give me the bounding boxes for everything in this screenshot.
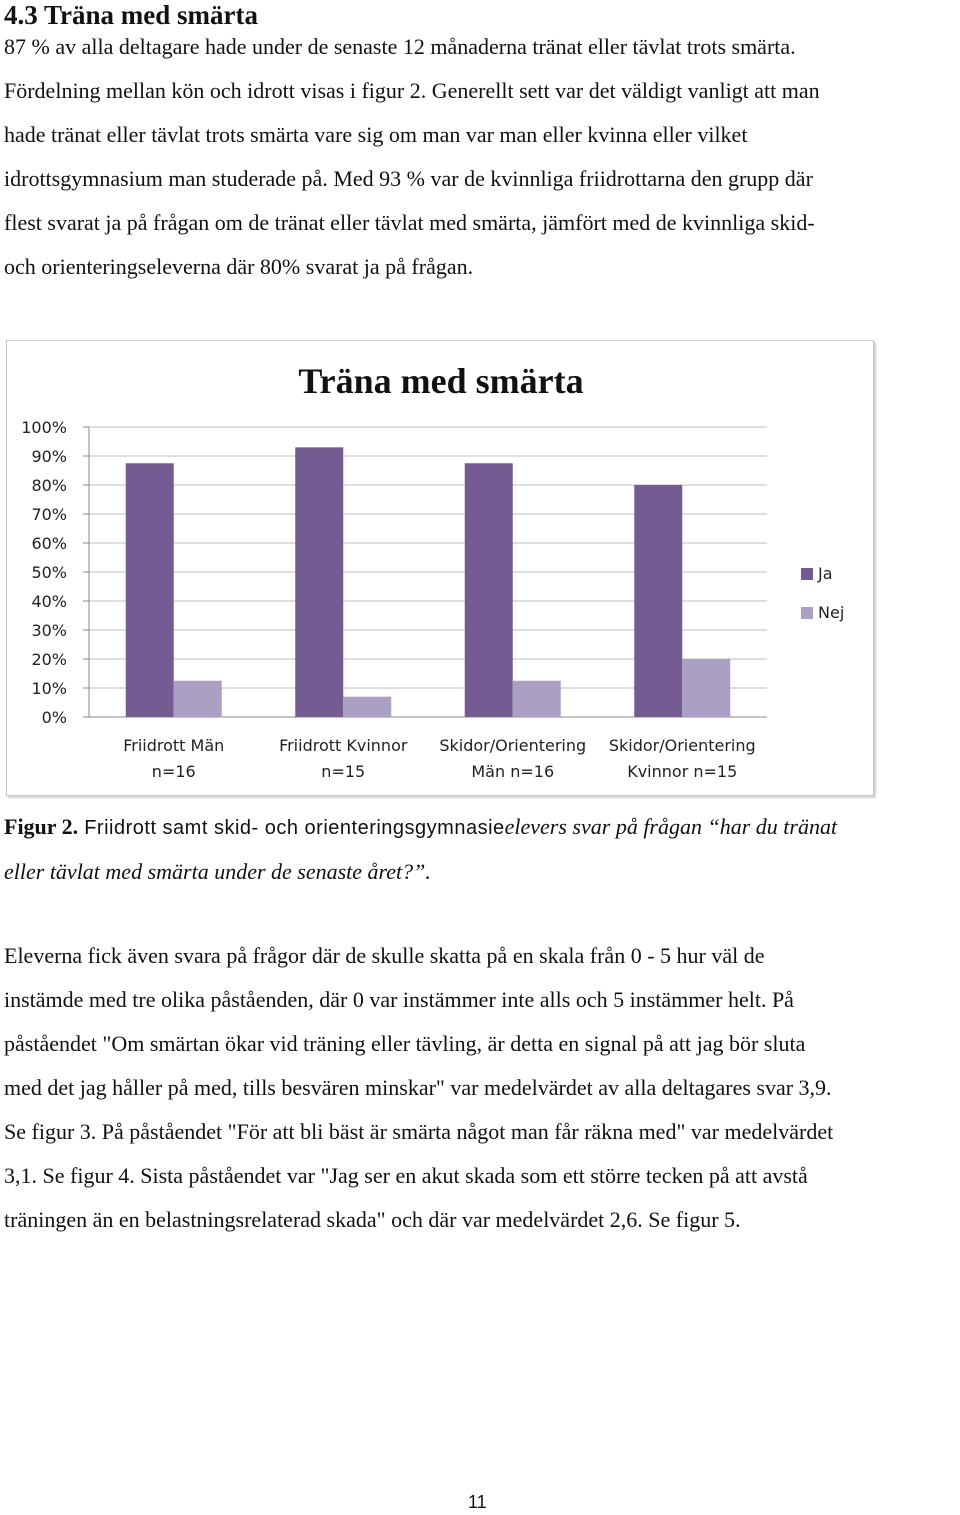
x-category-label: Män n=16 [471,762,555,781]
y-tick-label: 90% [31,447,67,466]
y-tick-label: 0% [41,708,67,727]
bar-nej-2 [343,697,391,717]
legend-label-ja: Ja [818,564,833,583]
y-tick-label: 20% [31,650,67,669]
paragraph-line: 87 % av alla deltagare hade under de senaste 12 månaderna tränat eller tävlat trots smärta. [4,34,796,59]
paragraph-ratings [4,934,959,1242]
bar-chart [7,341,873,795]
bar-ja-1 [126,463,174,717]
chart-title: Träna med smärta [298,361,584,401]
x-category-label: Friidrott Kvinnor [279,736,408,755]
caption-italic-text: elevers svar på frågan “har du tränat [504,814,838,839]
paragraph-line: Eleverna fick även svara på frågor där de skulle skatta på en skala från 0 - 5 hur väl de [4,943,765,968]
paragraph-line: med det jag håller på med, tills besvären minskar" var medelvärdet av alla deltagares svar 3,9. [4,1075,832,1100]
caption-text: Friidrott samt skid- och orienteringsgymnasie [78,817,505,839]
bar-nej-4 [682,659,730,717]
y-tick-label: 60% [31,534,67,553]
legend-swatch-ja [801,568,813,580]
chart-frame [6,340,874,796]
legend-label-nej: Nej [818,603,845,622]
figure-caption [4,805,959,894]
x-category-label: Friidrott Män [123,736,225,755]
y-tick-label: 50% [31,563,67,582]
paragraph-line: hade tränat eller tävlat trots smärta vare sig om man var man eller kvinna eller vilket [4,122,748,147]
caption-italic-text: eller tävlat med smärta under de senaste året?”. [4,859,431,884]
paragraph-line: och orienteringseleverna där 80% svarat ja på frågan. [4,254,474,279]
paragraph-line: Se figur 3. På påståendet "För att bli bäst är smärta något man får räkna med" var medelvärdet [4,1119,834,1144]
paragraph-intro [4,25,959,289]
y-tick-label: 30% [31,621,67,640]
bar-ja-2 [295,447,343,717]
section-heading: 4.3 Träna med smärta [4,0,258,30]
paragraph-line: idrottsgymnasium man studerade på. Med 93 % var de kvinnliga friidrottarna den grupp där [4,166,813,191]
caption-label: Figur 2. [4,814,79,839]
y-tick-label: 40% [31,592,67,611]
x-category-label: Kvinnor n=15 [627,762,738,781]
y-tick-label: 100% [21,418,67,437]
page-number: 11 [468,1492,487,1512]
paragraph-line: träningen än en belastningsrelaterad skada" och där var medelvärdet 2,6. Se figur 5. [4,1207,741,1232]
paragraph-line: instämde med tre olika påståenden, där 0 var instämmer inte alls och 5 instämmer helt. På [4,987,794,1012]
y-tick-label: 70% [31,505,67,524]
paragraph-line: påståendet "Om smärtan ökar vid träning eller tävling, är detta en signal på att jag bör sluta [4,1031,806,1056]
paragraph-line: 3,1. Se figur 4. Sista påståendet var "Jag ser en akut skada som ett större tecken på att avstå [4,1163,808,1188]
y-tick-label: 10% [31,679,67,698]
paragraph-line: flest svarat ja på frågan om de tränat eller tävlat med smärta, jämfört med de kvinnliga skid- [4,210,815,235]
bar-nej-3 [513,681,561,717]
paragraph-line: Fördelning mellan kön och idrott visas i figur 2. Generellt sett var det väldigt vanligt att man [4,78,820,103]
x-category-label: Skidor/Orientering [439,736,587,755]
x-category-label: Skidor/Orientering [608,736,756,755]
bar-ja-4 [634,485,682,717]
x-category-label: n=15 [321,762,366,781]
bar-nej-1 [174,681,222,717]
bar-ja-3 [465,463,513,717]
x-category-label: n=16 [151,762,196,781]
legend-swatch-nej [801,607,813,619]
y-tick-label: 80% [31,476,67,495]
